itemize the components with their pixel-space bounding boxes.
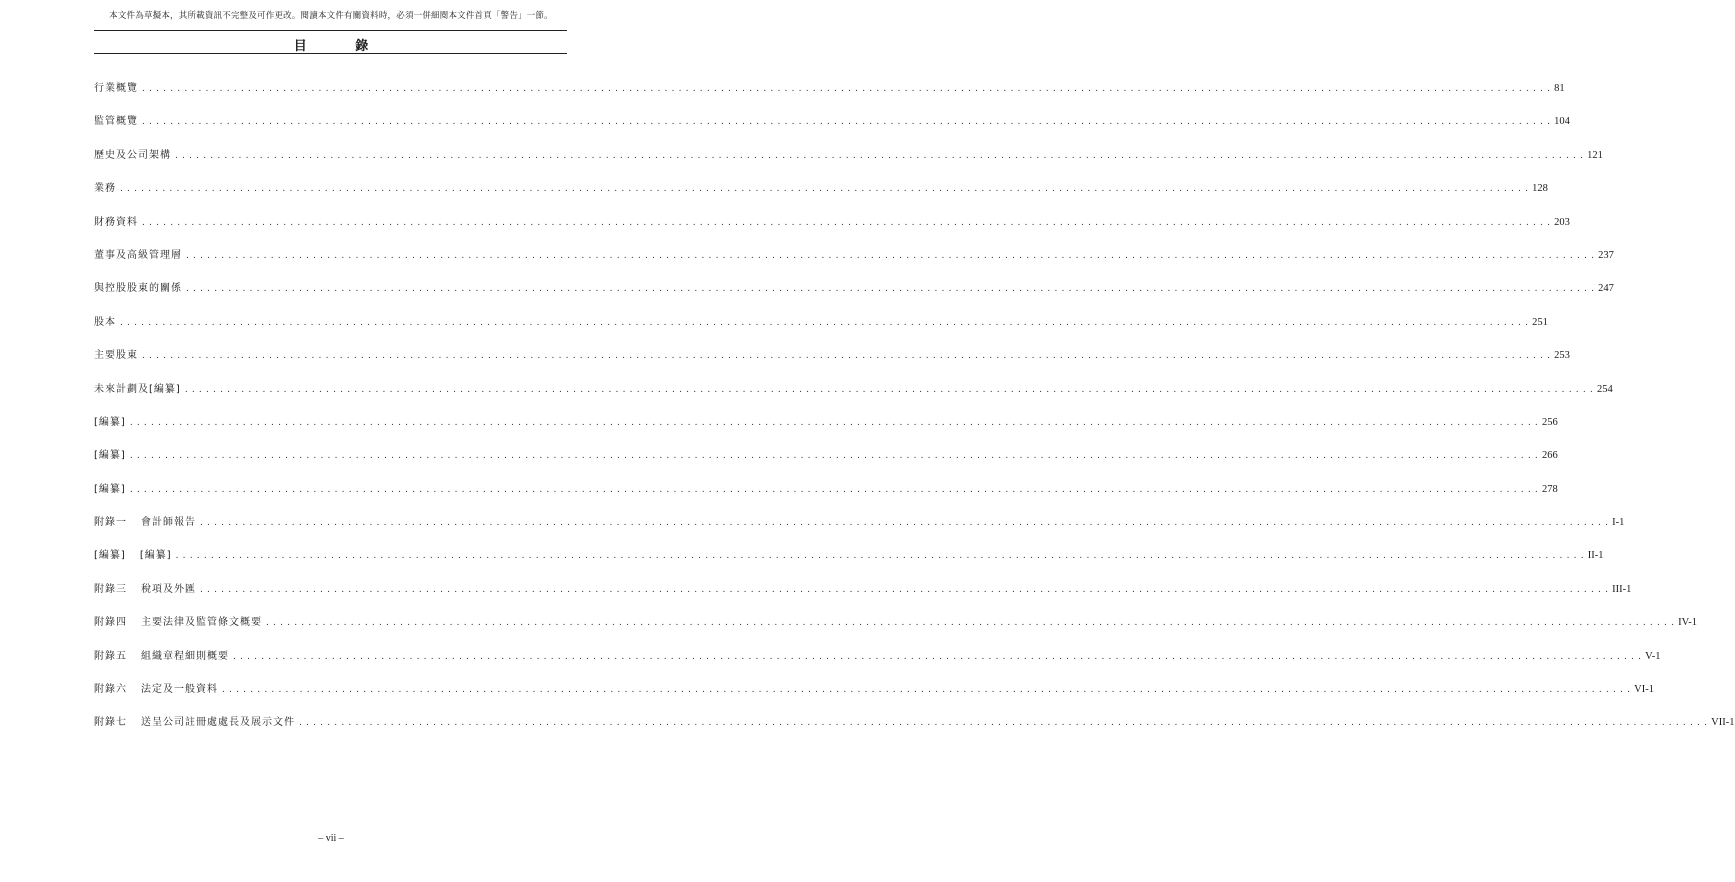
toc-entry-label [94, 480, 126, 495]
toc-entry-title: 監管概覽 [94, 116, 138, 128]
toc-dot-leader: ........................................................................................................................................................................................................ [129, 484, 1542, 495]
draft-notice: 本文件為草擬本，其所載資訊不完整及可作更改。閱讀本文件有關資料時，必須一併細閱本文件首頁「警告」一節。 [109, 11, 553, 21]
toc-entry-page: 266 [1541, 450, 1558, 462]
toc-entry-title: 業務 [94, 183, 116, 195]
toc-entry[interactable] [94, 112, 1570, 145]
toc-entry[interactable] [94, 380, 1613, 413]
toc-entry-label [94, 680, 218, 695]
toc-dot-leader: ........................................................................................................................................................................................................ [186, 284, 1599, 295]
toc-entry[interactable] [94, 79, 1565, 112]
toc-dot-leader: ........................................................................................................................................................................................................ [142, 84, 1555, 94]
toc-entry-label [94, 546, 172, 561]
toc-entry-label [94, 580, 196, 595]
toc-entry-title: 法定及一般資料 [141, 684, 218, 696]
toc-entry-title: 主要法律及監管條文概要 [141, 617, 262, 629]
toc-entry-page: 251 [1532, 316, 1548, 328]
toc-entry-label [94, 146, 171, 161]
toc-entry-title: 主要股東 [94, 350, 138, 362]
header-rule-bottom [94, 53, 567, 54]
toc-entry[interactable] [94, 680, 1654, 713]
toc-entry-page: 121 [1587, 149, 1603, 161]
toc-entry[interactable] [94, 713, 1735, 746]
toc-entry-title: [編纂] [94, 450, 126, 462]
toc-entry-page: 253 [1554, 350, 1570, 362]
toc-entry-appendix: 附錄七 [94, 717, 127, 729]
header-rule-top [94, 30, 567, 31]
toc-entry-page: IV-1 [1678, 617, 1698, 629]
toc-entry[interactable] [94, 313, 1548, 346]
toc-entry-label [94, 513, 196, 528]
toc-entry[interactable] [94, 513, 1625, 546]
toc-entry-title: 組織章程細則概要 [141, 650, 229, 662]
toc-entry-appendix: 附錄三 [94, 583, 127, 595]
toc-dot-leader: ........................................................................................................................................................................................................ [200, 518, 1613, 529]
toc-entry-page: 254 [1596, 383, 1613, 395]
toc-dot-leader: ........................................................................................................................................................................................................ [120, 184, 1533, 195]
toc-entry-page: 278 [1541, 483, 1558, 495]
toc-entry-page: I-1 [1612, 517, 1625, 529]
toc-dot-leader: ........................................................................................................................................................................................................ [175, 551, 1588, 562]
toc-dot-leader: ........................................................................................................................................................................................................ [142, 351, 1555, 362]
toc-entry-page: 247 [1598, 283, 1614, 295]
toc-dot-leader: ........................................................................................................................................................................................................ [233, 651, 1646, 662]
toc-entry-appendix: 附錄一 [94, 517, 127, 529]
toc-entry-appendix: [編纂] [94, 550, 126, 562]
toc-dot-leader: ........................................................................................................................................................................................................ [266, 618, 1679, 629]
page-title: 目 錄 [293, 39, 391, 54]
toc-entry-page: III-1 [1612, 583, 1632, 595]
toc-entry-page: 203 [1554, 216, 1570, 228]
toc-entry-label [94, 313, 116, 328]
toc-dot-leader: ........................................................................................................................................................................................................ [175, 150, 1588, 161]
toc-entry[interactable] [94, 179, 1548, 212]
toc-entry[interactable] [94, 413, 1558, 446]
toc-entry[interactable] [94, 546, 1604, 579]
toc-entry-page: 81 [1554, 83, 1565, 94]
toc-entry-title: 財務資料 [94, 216, 138, 228]
toc-entry-appendix: 附錄五 [94, 650, 127, 662]
toc-dot-leader: ........................................................................................................................................................................................................ [186, 250, 1599, 261]
toc-dot-leader: ........................................................................................................................................................................................................ [299, 718, 1712, 729]
toc-entry-page: 128 [1532, 183, 1548, 195]
toc-entry-label [94, 79, 138, 94]
toc-entry-page: 237 [1598, 249, 1614, 261]
toc-entry-appendix: 附錄四 [94, 617, 127, 629]
toc-entry-page: V-1 [1645, 650, 1661, 662]
toc-entry-title: 股本 [94, 316, 116, 328]
toc-entry-title: [編纂] [94, 483, 126, 495]
toc-entry-title: 未來計劃及[編纂] [94, 383, 181, 395]
toc-entry[interactable] [94, 246, 1614, 279]
table-of-contents [94, 79, 1735, 747]
toc-entry-appendix: 附錄六 [94, 684, 127, 696]
toc-entry[interactable] [94, 480, 1558, 513]
toc-entry[interactable] [94, 446, 1558, 479]
toc-entry-page: VI-1 [1634, 684, 1654, 696]
page-number: – vii – [318, 833, 344, 844]
toc-entry-title: 會計師報告 [141, 517, 196, 529]
toc-entry[interactable] [94, 213, 1570, 246]
toc-entry-label [94, 179, 116, 194]
toc-dot-leader: ........................................................................................................................................................................................................ [184, 384, 1597, 395]
toc-entry[interactable] [94, 580, 1632, 613]
toc-entry-label [94, 213, 138, 228]
toc-entry-page: 104 [1554, 116, 1570, 128]
toc-entry-title: 送呈公司註冊處處長及展示文件 [141, 717, 295, 729]
toc-entry-label [94, 346, 138, 361]
toc-entry-title: 與控股股東的關係 [94, 283, 182, 295]
toc-entry-title: [編纂] [94, 416, 126, 428]
toc-entry[interactable] [94, 279, 1614, 312]
toc-entry-page: II-1 [1587, 550, 1604, 562]
toc-entry-title: [編纂] [139, 550, 172, 562]
toc-entry[interactable] [94, 146, 1603, 179]
toc-entry-title: 稅項及外匯 [141, 583, 196, 595]
toc-entry-title: 董事及高級管理層 [94, 249, 182, 261]
toc-entry-title: 行業概覽 [94, 83, 138, 94]
toc-entry[interactable] [94, 346, 1570, 379]
toc-entry[interactable] [94, 647, 1661, 680]
toc-entry-label [94, 380, 181, 395]
toc-entry-page: 256 [1541, 416, 1558, 428]
toc-entry-label [94, 112, 138, 127]
toc-entry[interactable] [94, 613, 1698, 646]
toc-entry-label [94, 446, 126, 461]
toc-dot-leader: ........................................................................................................................................................................................................ [222, 685, 1635, 696]
toc-dot-leader: ........................................................................................................................................................................................................ [129, 417, 1542, 428]
toc-entry-label [94, 647, 229, 662]
toc-entry-page: VII-1 [1711, 717, 1735, 729]
toc-entry-label [94, 279, 182, 294]
toc-dot-leader: ........................................................................................................................................................................................................ [200, 584, 1613, 595]
toc-dot-leader: ........................................................................................................................................................................................................ [120, 317, 1533, 328]
toc-dot-leader: ........................................................................................................................................................................................................ [142, 217, 1555, 228]
toc-entry-label [94, 613, 262, 628]
toc-dot-leader: ........................................................................................................................................................................................................ [129, 451, 1542, 462]
toc-entry-label [94, 413, 126, 428]
toc-entry-label [94, 246, 182, 261]
toc-dot-leader: ........................................................................................................................................................................................................ [142, 117, 1555, 128]
toc-entry-label [94, 713, 295, 728]
toc-entry-title: 歷史及公司架構 [94, 149, 171, 161]
